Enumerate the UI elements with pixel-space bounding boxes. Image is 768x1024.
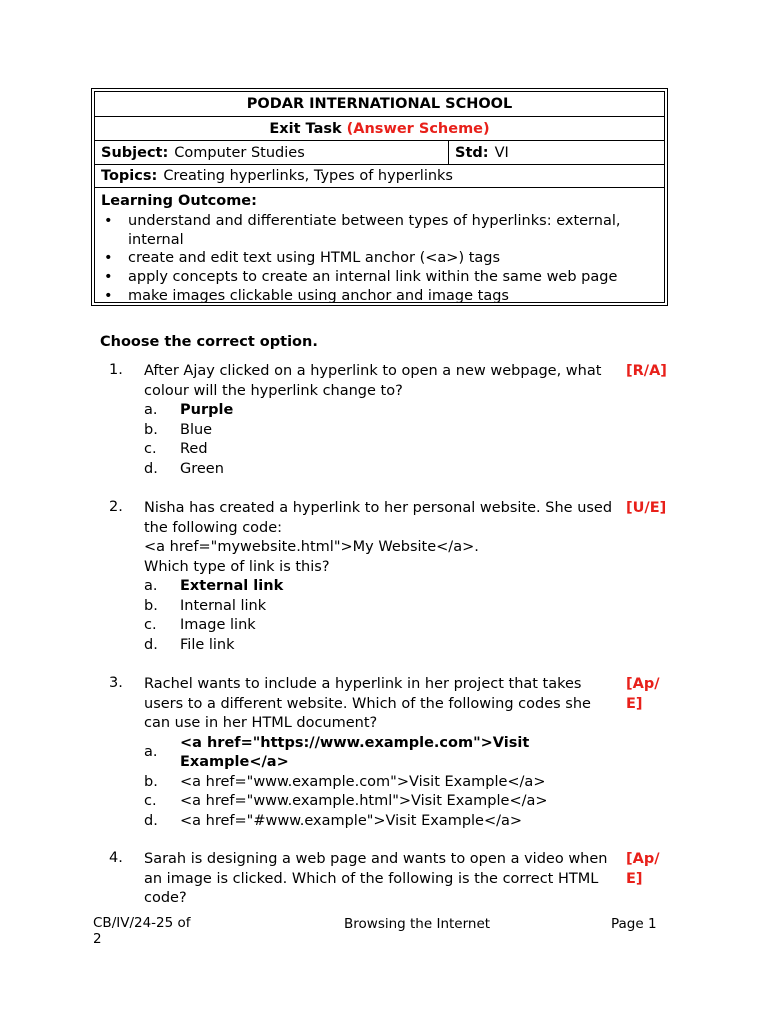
option-text: Image link	[180, 617, 256, 633]
std-label: Std:	[455, 144, 489, 161]
option-list	[144, 401, 614, 479]
option-letter: a.	[144, 744, 158, 761]
option-text: <a href="#www.example">Visit Example</a>	[180, 812, 523, 829]
subject-cell	[95, 141, 449, 164]
learning-outcome-label: Learning Outcome:	[101, 193, 257, 209]
option-c	[144, 440, 614, 460]
outcome-item	[101, 268, 658, 287]
option-letter: d.	[144, 636, 158, 653]
option-text: Red	[180, 441, 208, 457]
option-text-correct: Purple	[180, 402, 234, 418]
school-name: PODAR INTERNATIONAL SCHOOL	[246, 96, 513, 112]
exit-task-row	[95, 117, 664, 141]
option-c	[144, 792, 614, 812]
bullet-icon: •	[104, 269, 113, 286]
option-d	[144, 636, 614, 656]
subject-label: Subject:	[101, 144, 169, 161]
option-text-correct: External link	[180, 578, 284, 594]
instruction-heading: Choose the correct option.	[100, 334, 318, 350]
option-letter: b.	[144, 773, 158, 790]
question-1	[100, 362, 680, 479]
outcome-text: create and edit text using HTML anchor (<a>) tags	[128, 250, 501, 267]
option-text: Blue	[180, 421, 213, 438]
topics-row	[95, 165, 664, 188]
subject-value: Computer Studies	[174, 144, 305, 161]
option-letter: c.	[144, 617, 157, 633]
header-table-inner	[94, 91, 665, 303]
option-text: File link	[180, 636, 235, 653]
question-number: 2.	[109, 499, 123, 515]
question-stem-line: Which type of link is this?	[144, 558, 330, 575]
outcome-list	[101, 212, 658, 306]
option-text: <a href="www.example.com">Visit Example</a>	[180, 773, 546, 790]
bullet-icon: •	[104, 213, 113, 229]
std-value: VI	[494, 144, 509, 161]
option-letter: c.	[144, 441, 157, 457]
option-a	[144, 401, 614, 421]
option-letter: b.	[144, 597, 158, 614]
answer-scheme-label: (Answer Scheme)	[346, 120, 490, 137]
question-tag: [Ap/ E]	[626, 676, 660, 712]
option-text-correct: <a href="https://www.example.com">Visit Example</a>	[180, 734, 530, 770]
option-text: Internal link	[180, 597, 267, 614]
option-letter: d.	[144, 812, 158, 829]
option-b	[144, 773, 614, 793]
outcome-text: understand and differentiate between types of hyperlinks: external, internal	[128, 213, 621, 248]
question-number: 3.	[109, 675, 123, 691]
footer-code: CB/IV/24-25 of 2	[93, 915, 191, 947]
option-letter: a.	[144, 578, 158, 594]
question-stem: Rachel wants to include a hyperlink in her project that takes users to a different website. Which of the following codes she can use in her HTML document?	[144, 676, 591, 731]
question-number: 1.	[109, 362, 123, 378]
question-3	[100, 675, 680, 831]
question-tag: [R/A]	[626, 363, 667, 379]
bullet-icon: •	[104, 250, 113, 267]
std-cell	[449, 145, 664, 161]
question-number: 4.	[109, 850, 123, 866]
subject-row	[95, 141, 664, 165]
question-stem: Sarah is designing a web page and wants to open a video when an image is clicked. Which of the following is the correct HTML code?	[144, 851, 608, 906]
option-a	[144, 734, 614, 773]
outcome-text: apply concepts to create an internal link within the same web page	[128, 269, 618, 286]
outcome-text: make images clickable using anchor and image tags	[128, 287, 509, 304]
question-code-line: <a href="mywebsite.html">My Website</a>.	[144, 539, 479, 555]
option-list	[144, 577, 614, 655]
outcome-item	[101, 287, 658, 306]
option-d	[144, 460, 614, 480]
question-stem-line: Nisha has created a hyperlink to her personal website. She used the following code:	[144, 500, 613, 536]
topics-value: Creating hyperlinks, Types of hyperlinks	[163, 168, 453, 184]
question-tag: [U/E]	[626, 500, 667, 516]
learning-outcome-row	[95, 188, 664, 303]
exit-task-title: Exit Task	[269, 120, 342, 137]
footer-page: Page 1	[611, 916, 657, 932]
school-row	[95, 92, 664, 117]
outcome-item	[101, 212, 658, 249]
option-text: <a href="www.example.html">Visit Example</a>	[180, 793, 548, 809]
option-b	[144, 597, 614, 617]
option-b	[144, 421, 614, 441]
question-stem: After Ajay clicked on a hyperlink to open a new webpage, what colour will the hyperlink change to?	[144, 363, 602, 399]
option-a	[144, 577, 614, 597]
footer-chapter: Browsing the Internet	[344, 916, 491, 932]
question-2	[100, 499, 680, 655]
topics-label: Topics:	[101, 168, 158, 184]
option-d	[144, 812, 614, 832]
option-letter: d.	[144, 460, 158, 477]
option-letter: c.	[144, 793, 157, 809]
option-letter: a.	[144, 402, 158, 418]
header-table	[91, 88, 668, 306]
option-letter: b.	[144, 421, 158, 438]
question-tag: [Ap/ E]	[626, 851, 660, 887]
outcome-item	[101, 249, 658, 268]
option-text: Green	[180, 460, 224, 477]
question-4	[100, 850, 680, 909]
bullet-icon: •	[104, 287, 113, 304]
option-list	[144, 734, 614, 832]
option-c	[144, 616, 614, 636]
